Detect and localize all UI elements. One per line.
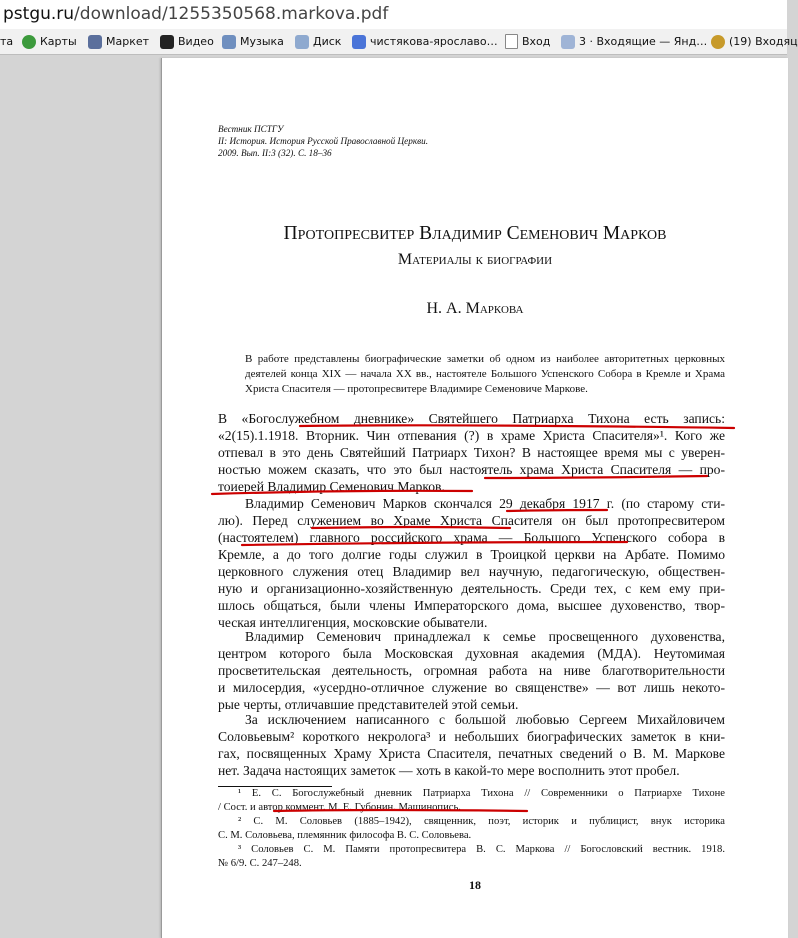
body-line: отпевал в это день Святейший Патриарх Тихон? В настоящее время мы с уверен- xyxy=(218,445,725,460)
market-icon xyxy=(88,35,102,49)
body-line: и милосердия, «усердно-отличное служение во священстве» — вот лишь некото- xyxy=(218,680,725,695)
bookmark-label: Карты xyxy=(40,35,77,48)
footnote-line: С. М. Соловьева, племянник философа В. С. Соловьева. xyxy=(218,830,472,841)
body-line: гах, посвященных Храму Христа Спасителя, печатных сведений о В. М. Маркове xyxy=(218,746,725,761)
body-line: нет. Задача настоящих заметок — хоть в какой-то мере восполнить этот пробел. xyxy=(218,763,680,778)
bookmark-yandex-mail[interactable] xyxy=(561,32,707,51)
article-subtitle: Материалы к биографии xyxy=(397,251,553,268)
bookmark-label: 3 · Входящие — Янд… xyxy=(579,35,708,48)
bookmark-label: (19) Входяц xyxy=(729,35,798,48)
footnote-line: ³ Соловьев С. М. Памяти протопресвитера В. С. Маркова // Богословский вестник. 1918. xyxy=(238,844,725,855)
bookmark-music[interactable] xyxy=(222,32,284,51)
body-line: центром которого была Московская духовная академия (МДА). Неутомимая xyxy=(218,646,725,661)
bookmark-google[interactable] xyxy=(352,32,498,51)
footnote-separator xyxy=(218,786,332,787)
body-line: Кремле, а до того долгие годы служил в Троицкой церкви на Арбате. Помимо xyxy=(218,547,725,562)
bookmark-login[interactable] xyxy=(505,32,550,51)
mail-icon xyxy=(561,35,575,49)
url-text[interactable] xyxy=(3,4,388,24)
bookmark-label: Видео xyxy=(178,35,214,48)
body-line: тоиерей Владимир Семенович Марков. xyxy=(218,479,445,494)
body-line: Владимир Семенович принадлежал к семье просвещенного духовенства, xyxy=(245,629,725,644)
body-line: ностью можем сказать, что это был настоятель храма Христа Спасителя — про- xyxy=(218,462,725,477)
url-path: /download/1255350568.markova.pdf xyxy=(74,4,389,24)
body-line: Владимир Семенович Марков скончался 29 декабря 1917 г. (по старому сти- xyxy=(245,496,725,511)
body-line: рые черты, отличавшие представителей этой семьи. xyxy=(218,697,519,712)
footnote-line: ² С. М. Соловьев (1885–1942), священник, поэт, историк и публицист, внук историка xyxy=(238,816,725,827)
bookmark-market[interactable] xyxy=(88,32,149,51)
bookmarks-bar xyxy=(0,29,798,55)
article-author: Н. А. Маркова xyxy=(426,300,524,317)
journal-issue: 2009. Вып. II:3 (32). С. 18–36 xyxy=(218,148,332,158)
footnote-line: ¹ Е. С. Богослужебный дневник Патриарха Тихона // Современники о Патриархе Тихоне xyxy=(238,788,725,799)
footnote-line: / Сост. и автор коммент. М. Е. Губонин. Машинопись. xyxy=(218,802,461,813)
bookmark-label: Диск xyxy=(313,35,342,48)
body-line: просветительская деятельность, огромная работа на ниве благотворительности xyxy=(218,663,725,678)
bookmark-disk[interactable] xyxy=(295,32,341,51)
body-line: «2(15).1.1918. Вторник. Чин отпевания (?) в храме Христа Спасителя»¹. Кого же xyxy=(218,428,725,443)
bookmark-label: чистякова-ярославо… xyxy=(370,35,498,48)
bookmark-label: Маркет xyxy=(106,35,150,48)
body-line: церковного служения отец Владимир вел научную, педагогическую, обществен- xyxy=(218,564,725,579)
body-line: лю). Перед служением во Храме Христа Спасителя он был протопресвитером xyxy=(218,513,725,528)
body-line: За исключением написанного с большой любовью Сергеем Михайловичем xyxy=(245,712,725,727)
body-line: Соловьевым² короткого некролога³ и небольших биографических заметок в кни- xyxy=(218,729,725,744)
url-domain: pstgu.ru xyxy=(3,4,75,24)
music-icon xyxy=(222,35,236,49)
journal-name: Вестник ПСТГУ xyxy=(218,124,284,134)
body-line: (настоятелем) главного российского храма — Большого Успенского собора в xyxy=(218,530,725,545)
bookmark-maps[interactable] xyxy=(22,32,77,51)
pdf-page xyxy=(161,58,788,938)
footnote-line: № 6/9. С. 247–248. xyxy=(218,858,302,869)
body-line: шлось общаться, были члены Императорского дома, высшее духовенство, твор- xyxy=(218,598,725,613)
bookmark-label: Вход xyxy=(522,35,551,48)
bookmark-label: Музыка xyxy=(240,35,284,48)
body-line: В «Богослужебном дневнике» Святейшего Патриарха Тихона есть запись: xyxy=(218,411,725,426)
page-icon xyxy=(505,34,518,49)
maps-icon xyxy=(22,35,36,49)
disk-icon xyxy=(295,35,309,49)
bookmark-mail[interactable] xyxy=(711,32,798,51)
bookmark-video[interactable] xyxy=(160,32,214,51)
page-number: 18 xyxy=(469,878,481,892)
address-bar[interactable] xyxy=(0,0,787,30)
body-line: ческая интеллигенция, московские обыватели. xyxy=(218,615,488,630)
body-line: ную и организационно-хозяйственную деятельность. Среди тех, с кем ему при- xyxy=(218,581,725,596)
pdf-viewer[interactable] xyxy=(0,55,787,938)
journal-series: II: История. История Русской Православной Церкви. xyxy=(218,136,429,146)
mail-round-icon xyxy=(711,35,725,49)
video-icon xyxy=(160,35,174,49)
article-abstract: В работе представлены биографические заметки об одном из наиболее авторитетных церковных деятелей конца XIX — начала XX вв., настоятеле Большого Успенского Собора в Кремле и Храма Христа Спасителя — протопресвитере Владимире Семеновиче Маркове. xyxy=(245,353,725,395)
journal-header xyxy=(218,123,428,159)
bookmark-label: та xyxy=(0,35,14,48)
bookmark-truncated[interactable] xyxy=(0,32,13,51)
google-icon xyxy=(352,35,366,49)
article-title: Протопресвитер Владимир Семенович Марков xyxy=(283,223,667,244)
